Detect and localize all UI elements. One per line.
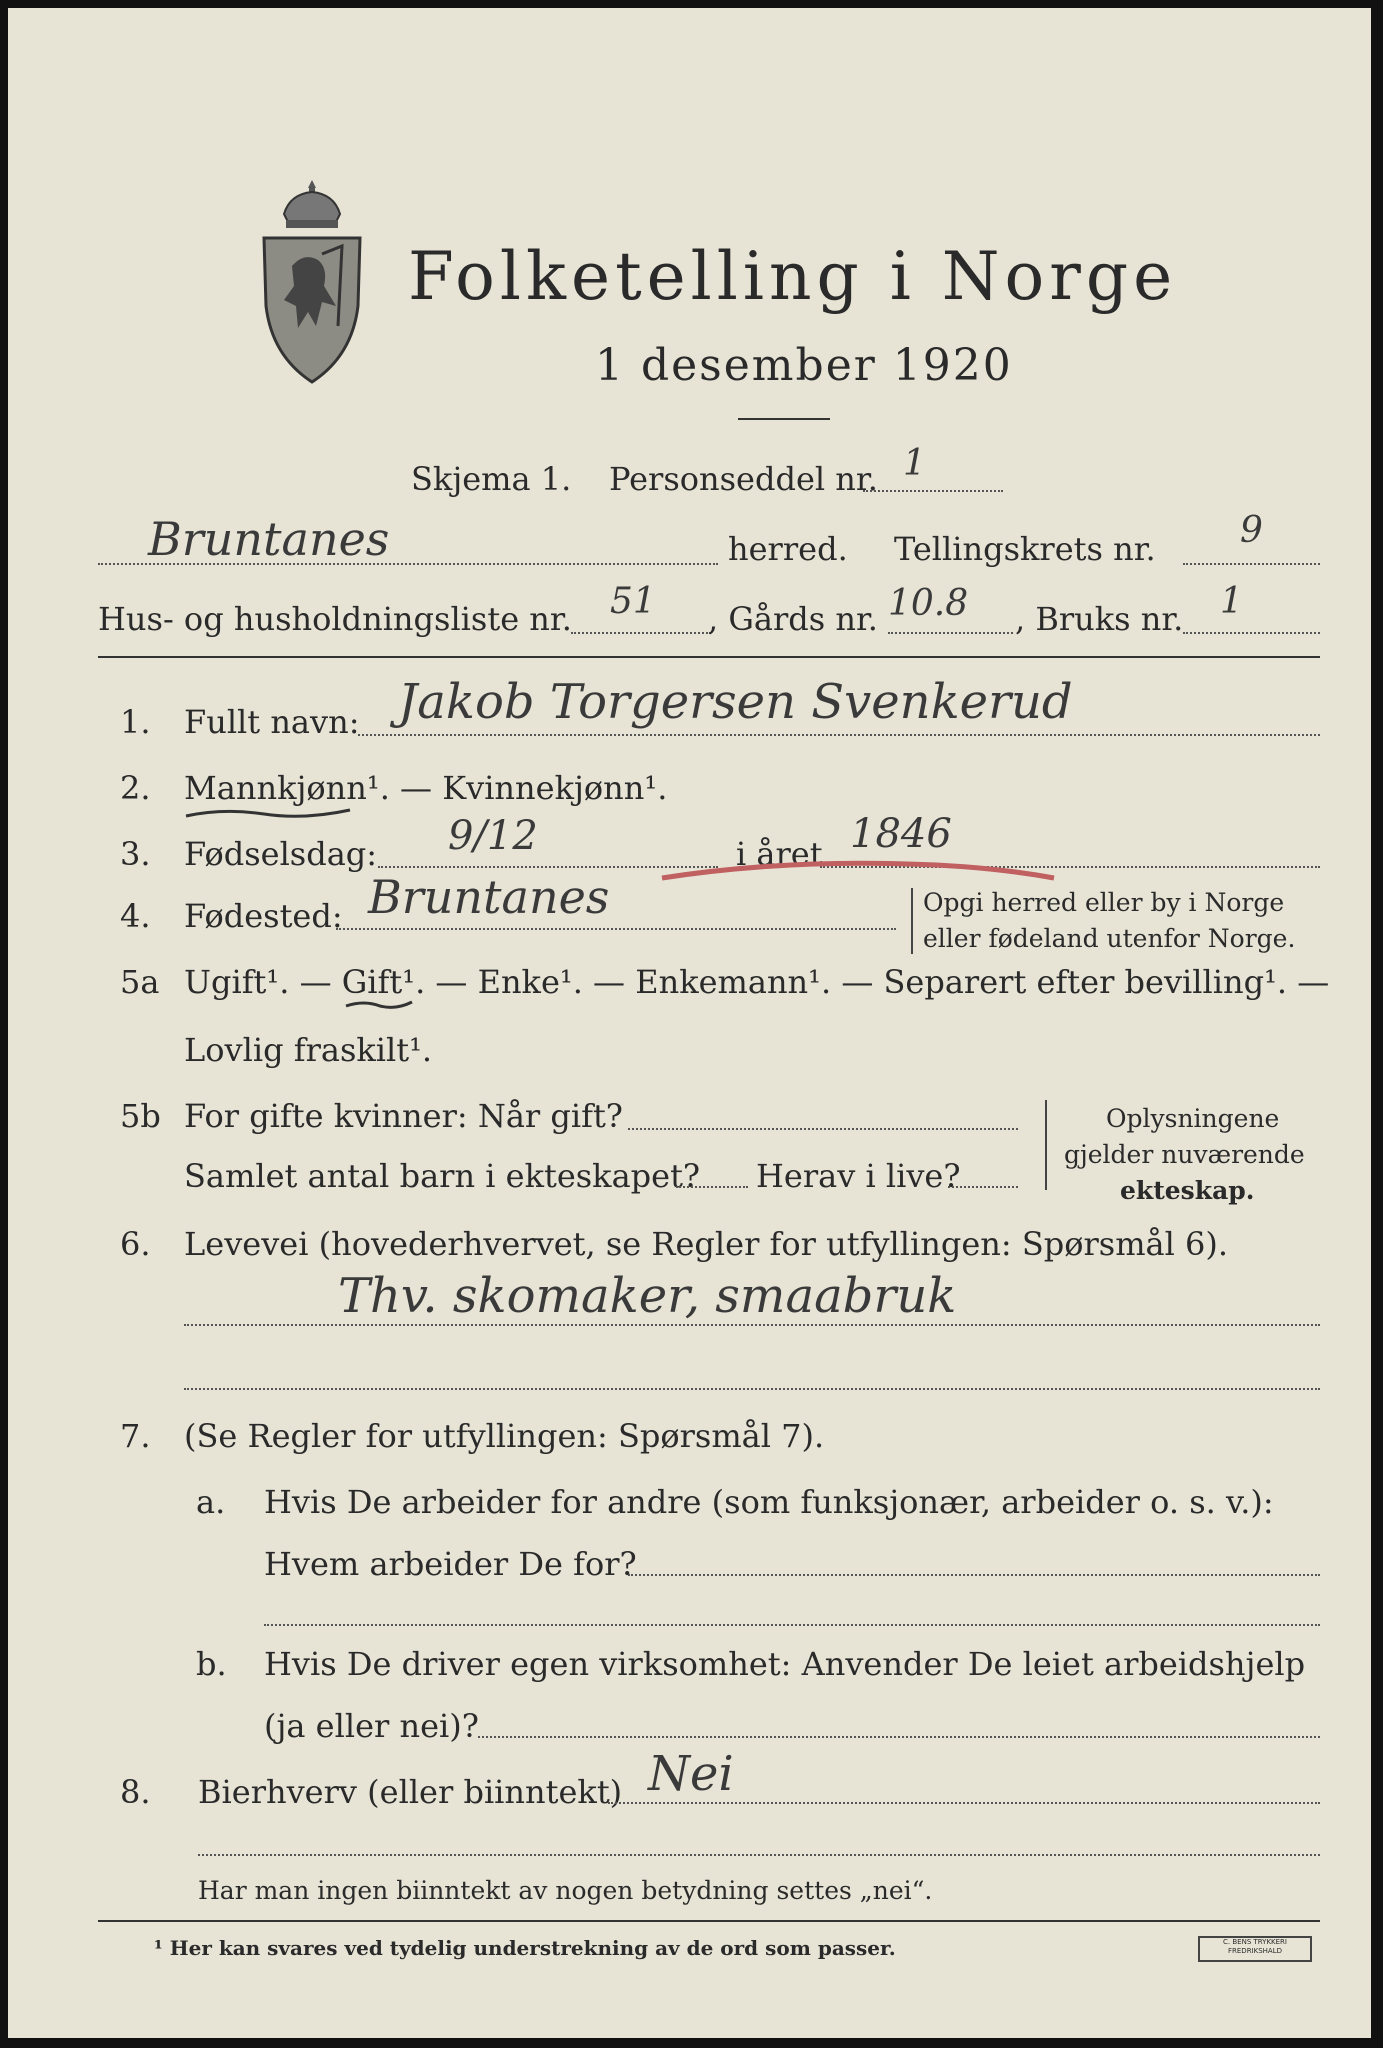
q5b-note-brace <box>1045 1100 1047 1190</box>
husliste-label: Hus- og husholdningsliste nr. <box>98 600 572 638</box>
q7-label: (Se Regler for utfyllingen: Spørsmål 7). <box>184 1417 825 1455</box>
herred-label: herred. <box>728 530 848 568</box>
q3-year-label: i året <box>736 835 823 873</box>
q5a-gift-underline <box>344 998 414 1012</box>
herred-value[interactable]: Bruntanes <box>148 512 390 566</box>
q7a-letter: a. <box>196 1483 226 1521</box>
q1-line <box>358 734 1320 736</box>
q7b-letter: b. <box>196 1645 227 1683</box>
q7b-line <box>478 1736 1320 1738</box>
skjema-label: Skjema 1. <box>411 460 572 498</box>
q7b-line2: (ja eller nei)? <box>264 1707 479 1745</box>
gards-label: , Gårds nr. <box>708 600 878 638</box>
q5b-barn-line <box>676 1186 748 1188</box>
q8-label: Bierhverv (eller biinntekt) <box>198 1773 623 1811</box>
q4-note-line1: Opgi herred eller by i Norge <box>923 888 1285 917</box>
tellingskrets-line <box>1183 563 1320 565</box>
form-date: 1 desember 1920 <box>595 340 1013 391</box>
red-pencil-stroke <box>658 850 1058 890</box>
q7a-line <box>628 1574 1320 1576</box>
coat-of-arms-icon <box>252 176 372 386</box>
q8-line <box>608 1802 1320 1804</box>
q3-label: Fødselsdag: <box>184 835 378 873</box>
husliste-value[interactable]: 51 <box>610 581 656 622</box>
q5b-note-line2: gjelder nuværende <box>1064 1140 1305 1169</box>
q5b-live-line <box>948 1186 1018 1188</box>
q5b-number: 5b <box>120 1097 161 1135</box>
q4-value[interactable]: Bruntanes <box>368 870 610 924</box>
personseddel-line <box>863 490 1003 492</box>
q4-note-line2: eller fødeland utenfor Norge. <box>923 924 1296 953</box>
tellingskrets-label: Tellingskrets nr. <box>894 530 1156 568</box>
husliste-line <box>571 632 711 634</box>
bruks-label: , Bruks nr. <box>1015 600 1184 638</box>
q5b-gift-line <box>628 1128 1018 1130</box>
q8-value[interactable]: Nei <box>648 1746 734 1802</box>
title-divider <box>738 418 830 420</box>
q2-label: Mannkjønn¹. — Kvinnekjønn¹. <box>184 769 668 807</box>
tellingskrets-value[interactable]: 9 <box>1240 510 1263 551</box>
q4-label: Fødested: <box>184 897 343 935</box>
gards-line <box>888 632 1013 634</box>
q5a-line1: Ugift¹. — Gift¹. — Enke¹. — Enkemann¹. — Separert efter bevilling¹. — <box>184 963 1330 1001</box>
q7a-line-extra <box>264 1624 1320 1626</box>
q3-day-value[interactable]: 9/12 <box>448 813 538 859</box>
bruks-value[interactable]: 1 <box>1220 581 1243 622</box>
q4-line <box>336 928 896 930</box>
q7b-line1: Hvis De driver egen virksomhet: Anvender De leiet arbeidshjelp <box>264 1645 1306 1683</box>
q6-line2 <box>184 1388 1320 1390</box>
q6-line1 <box>184 1324 1320 1326</box>
header-divider <box>98 656 1320 658</box>
footer-divider <box>98 1920 1320 1922</box>
q5a-number: 5a <box>120 963 160 1001</box>
personseddel-value[interactable]: 1 <box>903 443 926 484</box>
q5b-note-line1: Oplysningene <box>1106 1104 1280 1133</box>
footnote: ¹ Her kan svares ved tydelig understrekning av de ord som passer. <box>154 1936 896 1960</box>
q5b-note-line3: ekteskap. <box>1120 1176 1255 1205</box>
q5b-live-label: Herav i live? <box>756 1157 961 1195</box>
printer-stamp-text: C. BENS TRYKKERI FREDRIKSHALD <box>1223 1938 1287 1955</box>
form-title: Folketelling i Norge <box>408 238 1178 315</box>
q1-value[interactable]: Jakob Torgersen Svenkerud <box>398 674 1073 730</box>
q8-number: 8. <box>120 1773 151 1811</box>
q5b-line1: For gifte kvinner: Når gift? <box>184 1097 623 1135</box>
q8-line-extra <box>198 1854 1320 1856</box>
nei-note: Har man ingen biinntekt av nogen betydning settes „nei“. <box>198 1876 933 1905</box>
q6-value[interactable]: Thv. skomaker, smaabruk <box>338 1268 957 1324</box>
q6-label: Levevei (hovederhvervet, se Regler for utfyllingen: Spørsmål 6). <box>184 1225 1229 1263</box>
q4-note-brace <box>911 888 913 954</box>
q2-underline-mark <box>184 806 354 822</box>
q3-year-value[interactable]: 1846 <box>850 811 952 857</box>
q1-number: 1. <box>120 703 151 741</box>
bruks-line <box>1183 632 1320 634</box>
q6-number: 6. <box>120 1225 151 1263</box>
q7-number: 7. <box>120 1417 151 1455</box>
q4-number: 4. <box>120 897 151 935</box>
q1-label: Fullt navn: <box>184 703 360 741</box>
personseddel-label: Personseddel nr. <box>609 460 878 498</box>
q7a-line2: Hvem arbeider De for? <box>264 1545 637 1583</box>
q7a-line1: Hvis De arbeider for andre (som funksjonær, arbeider o. s. v.): <box>264 1483 1274 1521</box>
census-form-page <box>8 8 1371 2038</box>
q5b-barn-label: Samlet antal barn i ekteskapet? <box>184 1157 701 1195</box>
q3-number: 3. <box>120 835 151 873</box>
printer-stamp <box>1198 1936 1312 1962</box>
q2-number: 2. <box>120 769 151 807</box>
herred-line <box>98 563 718 565</box>
q5a-line2: Lovlig fraskilt¹. <box>184 1031 433 1069</box>
gards-value[interactable]: 10.8 <box>888 583 969 624</box>
